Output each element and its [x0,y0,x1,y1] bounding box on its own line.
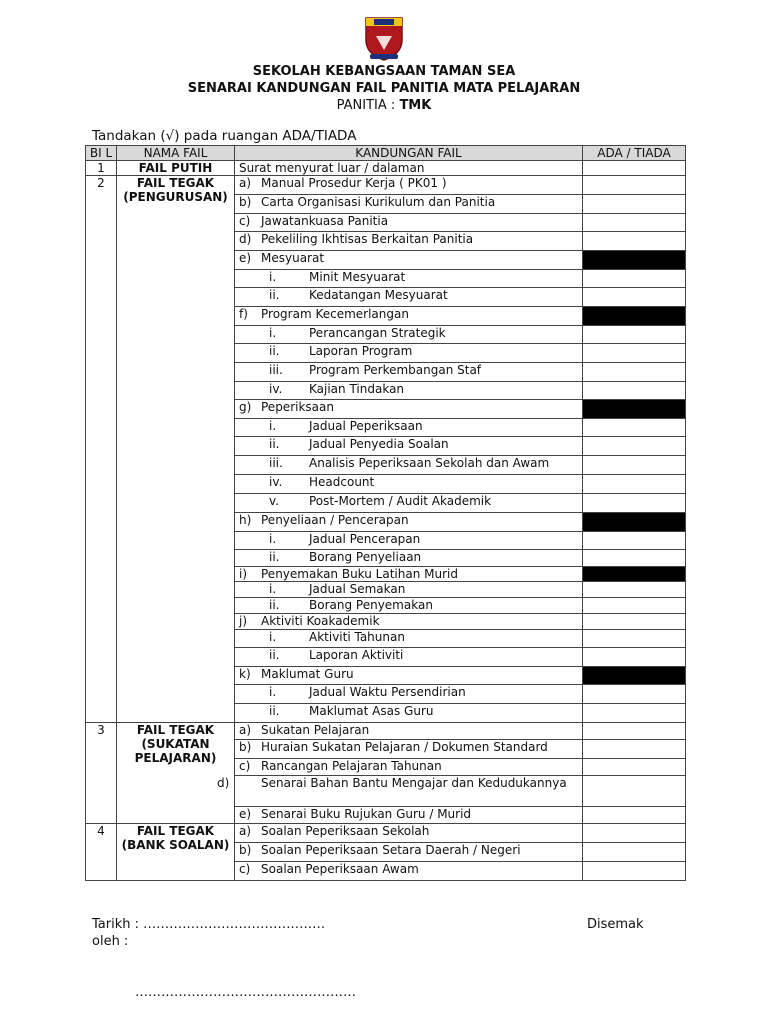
item-text: Sukatan Pelajaran [261,723,370,737]
ada-tiada-cell[interactable] [583,723,686,740]
item-marker: e) [239,251,252,265]
table-row [86,824,686,843]
item-marker: c) [239,214,251,228]
ada-tiada-cell[interactable] [583,161,686,176]
school-name: SEKOLAH KEBANGSAAN TAMAN SEA [252,64,516,79]
item-text: Analisis Peperiksaan Sekolah dan Awam [309,456,550,470]
item-marker: ii. [269,550,280,564]
file-contents-table [85,145,686,881]
file-content-item [235,232,583,251]
item-marker: ii. [269,344,280,358]
item-marker: i. [269,582,277,596]
row-number: 1 [86,161,117,176]
item-marker: iii. [269,456,283,470]
item-text: Peperiksaan [261,400,334,414]
file-content-subitem [235,475,583,494]
item-text: Huraian Sukatan Pelajaran / Dokumen Standard [261,740,548,754]
item-text: Borang Penyeliaan [309,550,422,564]
oleh-label: oleh : [92,934,129,949]
ada-tiada-cell[interactable] [583,598,686,614]
item-text: Jadual Peperiksaan [309,419,423,433]
item-marker: i) [239,567,248,581]
ada-tiada-cell[interactable] [583,740,686,759]
ada-tiada-cell[interactable] [583,419,686,437]
file-content-item [235,759,583,776]
file-content-item [235,307,583,326]
document-header [0,63,768,114]
ada-tiada-cell-shaded [583,307,686,326]
file-content-item [235,400,583,419]
file-content-item [235,843,583,862]
item-marker: v. [269,494,279,508]
file-content-subitem [235,326,583,344]
ada-tiada-cell[interactable] [583,862,686,881]
file-content-item [235,251,583,270]
item-marker: i. [269,532,277,546]
ada-tiada-cell[interactable] [583,807,686,824]
ada-tiada-cell[interactable] [583,176,686,195]
file-content-item [235,824,583,843]
item-text: Soalan Peperiksaan Sekolah [261,824,430,838]
ada-tiada-cell-shaded [583,513,686,532]
row-number: 4 [86,824,117,881]
ada-tiada-cell[interactable] [583,494,686,513]
item-marker: ii. [269,704,280,718]
ada-tiada-cell[interactable] [583,704,686,723]
file-content-subitem [235,685,583,704]
item-marker: a) [239,176,252,190]
item-marker: k) [239,667,251,681]
header-kandungan-fail: KANDUNGAN FAIL [235,146,583,161]
item-text: Borang Penyemakan [309,598,433,612]
item-text: Soalan Peperiksaan Setara Daerah / Negeri [261,843,521,857]
item-marker: iii. [269,363,283,377]
item-text: Penyeliaan / Pencerapan [261,513,409,527]
ada-tiada-cell-shaded [583,251,686,270]
file-content-subitem [235,550,583,567]
item-marker: i. [269,270,277,284]
item-text: Program Kecemerlangan [261,307,409,321]
ada-tiada-cell-shaded [583,567,686,582]
disemak-label: Disemak [587,917,644,932]
item-text: Laporan Program [309,344,413,358]
item-text: Jadual Penyedia Soalan [309,437,449,451]
file-content-subitem [235,382,583,400]
ada-tiada-cell[interactable] [583,456,686,475]
ada-tiada-cell[interactable] [583,582,686,598]
item-text: Minit Mesyuarat [309,270,406,284]
item-text: Jadual Waktu Persendirian [309,685,466,699]
tarikh-field: Tarikh : …………………………………… [92,917,326,932]
file-content-subitem [235,363,583,382]
item-text: Kajian Tindakan [309,382,405,396]
item-marker: j) [239,614,248,628]
ada-tiada-cell[interactable] [583,382,686,400]
item-text: Senarai Buku Rujukan Guru / Murid [261,807,472,821]
ada-tiada-cell[interactable] [583,195,686,214]
file-name: FAIL TEGAK (SUKATAN PELAJARAN) [117,723,235,824]
item-marker: d) [239,232,252,246]
file-content-subitem [235,630,583,648]
item-text: Soalan Peperiksaan Awam [261,862,419,876]
item-marker: ii. [269,648,280,662]
file-content-item [235,214,583,232]
item-marker: g) [239,400,252,414]
item-marker: c) [239,862,251,876]
school-crest-icon [362,14,406,62]
file-name: FAIL TEGAK (BANK SOALAN) [117,824,235,881]
item-text: Perancangan Strategik [309,326,446,340]
item-marker: i. [269,685,277,699]
ada-tiada-cell[interactable] [583,824,686,843]
item-text: Maklumat Guru [261,667,354,681]
item-text: Kedatangan Mesyuarat [309,288,448,302]
file-content-subitem [235,437,583,456]
file-content-subitem [235,494,583,513]
panitia-line [0,97,768,114]
item-marker: i. [269,630,277,644]
file-content-item [235,614,583,630]
item-text: Surat menyurat luar / dalaman [239,161,425,175]
ada-tiada-cell[interactable] [583,550,686,567]
file-content-item [235,807,583,824]
item-text: Headcount [309,475,375,489]
table-row [86,161,686,176]
file-content-subitem [235,598,583,614]
ada-tiada-cell[interactable] [583,614,686,630]
item-text: Aktiviti Tahunan [309,630,405,644]
table-row [86,176,686,195]
ada-tiada-cell[interactable] [583,759,686,776]
file-content-item [217,776,583,807]
header-nama-fail: NAMA FAIL [117,146,235,161]
ada-tiada-cell-shaded [583,400,686,419]
item-text: Program Perkembangan Staf [309,363,482,377]
panitia-value: TMK [399,98,432,113]
file-content-item [235,723,583,740]
ada-tiada-cell[interactable] [583,843,686,862]
item-text: Jadual Semakan [309,582,406,596]
file-content-item [235,740,583,759]
file-name: FAIL TEGAK (PENGURUSAN) [117,176,235,723]
ada-tiada-cell[interactable] [583,214,686,232]
file-content-item [235,161,583,176]
item-marker: iv. [269,475,283,489]
item-text: Pekeliling Ikhtisas Berkaitan Panitia [261,232,474,246]
item-marker: iv. [269,382,283,396]
item-marker: ii. [269,437,280,451]
item-marker: b) [239,843,252,857]
file-content-item [235,176,583,195]
ada-tiada-cell[interactable] [583,270,686,288]
header-ada-tiada: ADA / TIADA [583,146,686,161]
item-marker: ii. [269,598,280,612]
file-content-item [235,567,583,582]
file-name: FAIL PUTIH [117,161,235,176]
row-number: 3 [86,723,117,824]
list-title: SENARAI KANDUNGAN FAIL PANITIA MATA PELAJARAN [187,81,581,96]
item-text: Laporan Aktiviti [309,648,404,662]
file-content-subitem [235,288,583,307]
file-content-subitem [235,419,583,437]
item-marker: b) [239,195,252,209]
item-text: Aktiviti Koakademik [261,614,380,628]
item-text: Jadual Pencerapan [309,532,421,546]
ada-tiada-cell[interactable] [583,232,686,251]
item-marker: ii. [269,288,280,302]
file-content-item [235,513,583,532]
ada-tiada-cell[interactable] [583,363,686,382]
item-marker: h) [239,513,252,527]
file-content-item [235,862,583,881]
ada-tiada-cell-shaded [583,667,686,685]
file-content-subitem [235,456,583,475]
ada-tiada-cell[interactable] [583,532,686,550]
ada-tiada-cell[interactable] [583,288,686,307]
instruction: Tandakan (√) pada ruangan ADA/TIADA [92,128,357,144]
ada-tiada-cell[interactable] [583,437,686,456]
file-content-subitem [235,582,583,598]
file-content-subitem [235,344,583,363]
panitia-label: PANITIA : [336,98,396,113]
item-text: Post-Mortem / Audit Akademik [309,494,492,508]
item-marker: a) [239,824,252,838]
table-body [86,161,686,881]
file-content-subitem [235,648,583,667]
item-text: Maklumat Asas Guru [309,704,434,718]
item-marker: d) [217,776,230,790]
item-marker: b) [239,740,252,754]
item-marker: i. [269,419,277,433]
item-marker: c) [239,759,251,773]
signature-line: …………………………………………… [135,985,356,1000]
item-text: Jawatankuasa Panitia [261,214,389,228]
item-text: Mesyuarat [261,251,325,265]
item-marker: f) [239,307,248,321]
item-text: Penyemakan Buku Latihan Murid [261,567,458,581]
file-content-subitem [235,532,583,550]
table-row [86,723,686,740]
ada-tiada-cell[interactable] [583,326,686,344]
file-content-subitem [235,704,583,723]
item-text: Senarai Bahan Bantu Mengajar dan Kedudukannya [261,776,567,790]
file-content-item [235,195,583,214]
item-marker: a) [239,723,252,737]
item-text: Carta Organisasi Kurikulum dan Panitia [261,195,496,209]
ada-tiada-cell[interactable] [583,648,686,667]
ada-tiada-cell[interactable] [583,344,686,363]
file-content-item [235,667,583,685]
item-text: Rancangan Pelajaran Tahunan [261,759,442,773]
ada-tiada-cell[interactable] [583,630,686,648]
ada-tiada-cell[interactable] [583,685,686,704]
item-text: Manual Prosedur Kerja ( PK01 ) [261,176,447,190]
row-number: 2 [86,176,117,723]
item-marker: i. [269,326,277,340]
header-bil: BI L [86,146,117,161]
file-content-subitem [235,270,583,288]
item-marker: e) [239,807,252,821]
table-header-row [86,146,686,161]
ada-tiada-cell[interactable] [583,776,686,807]
ada-tiada-cell[interactable] [583,475,686,494]
